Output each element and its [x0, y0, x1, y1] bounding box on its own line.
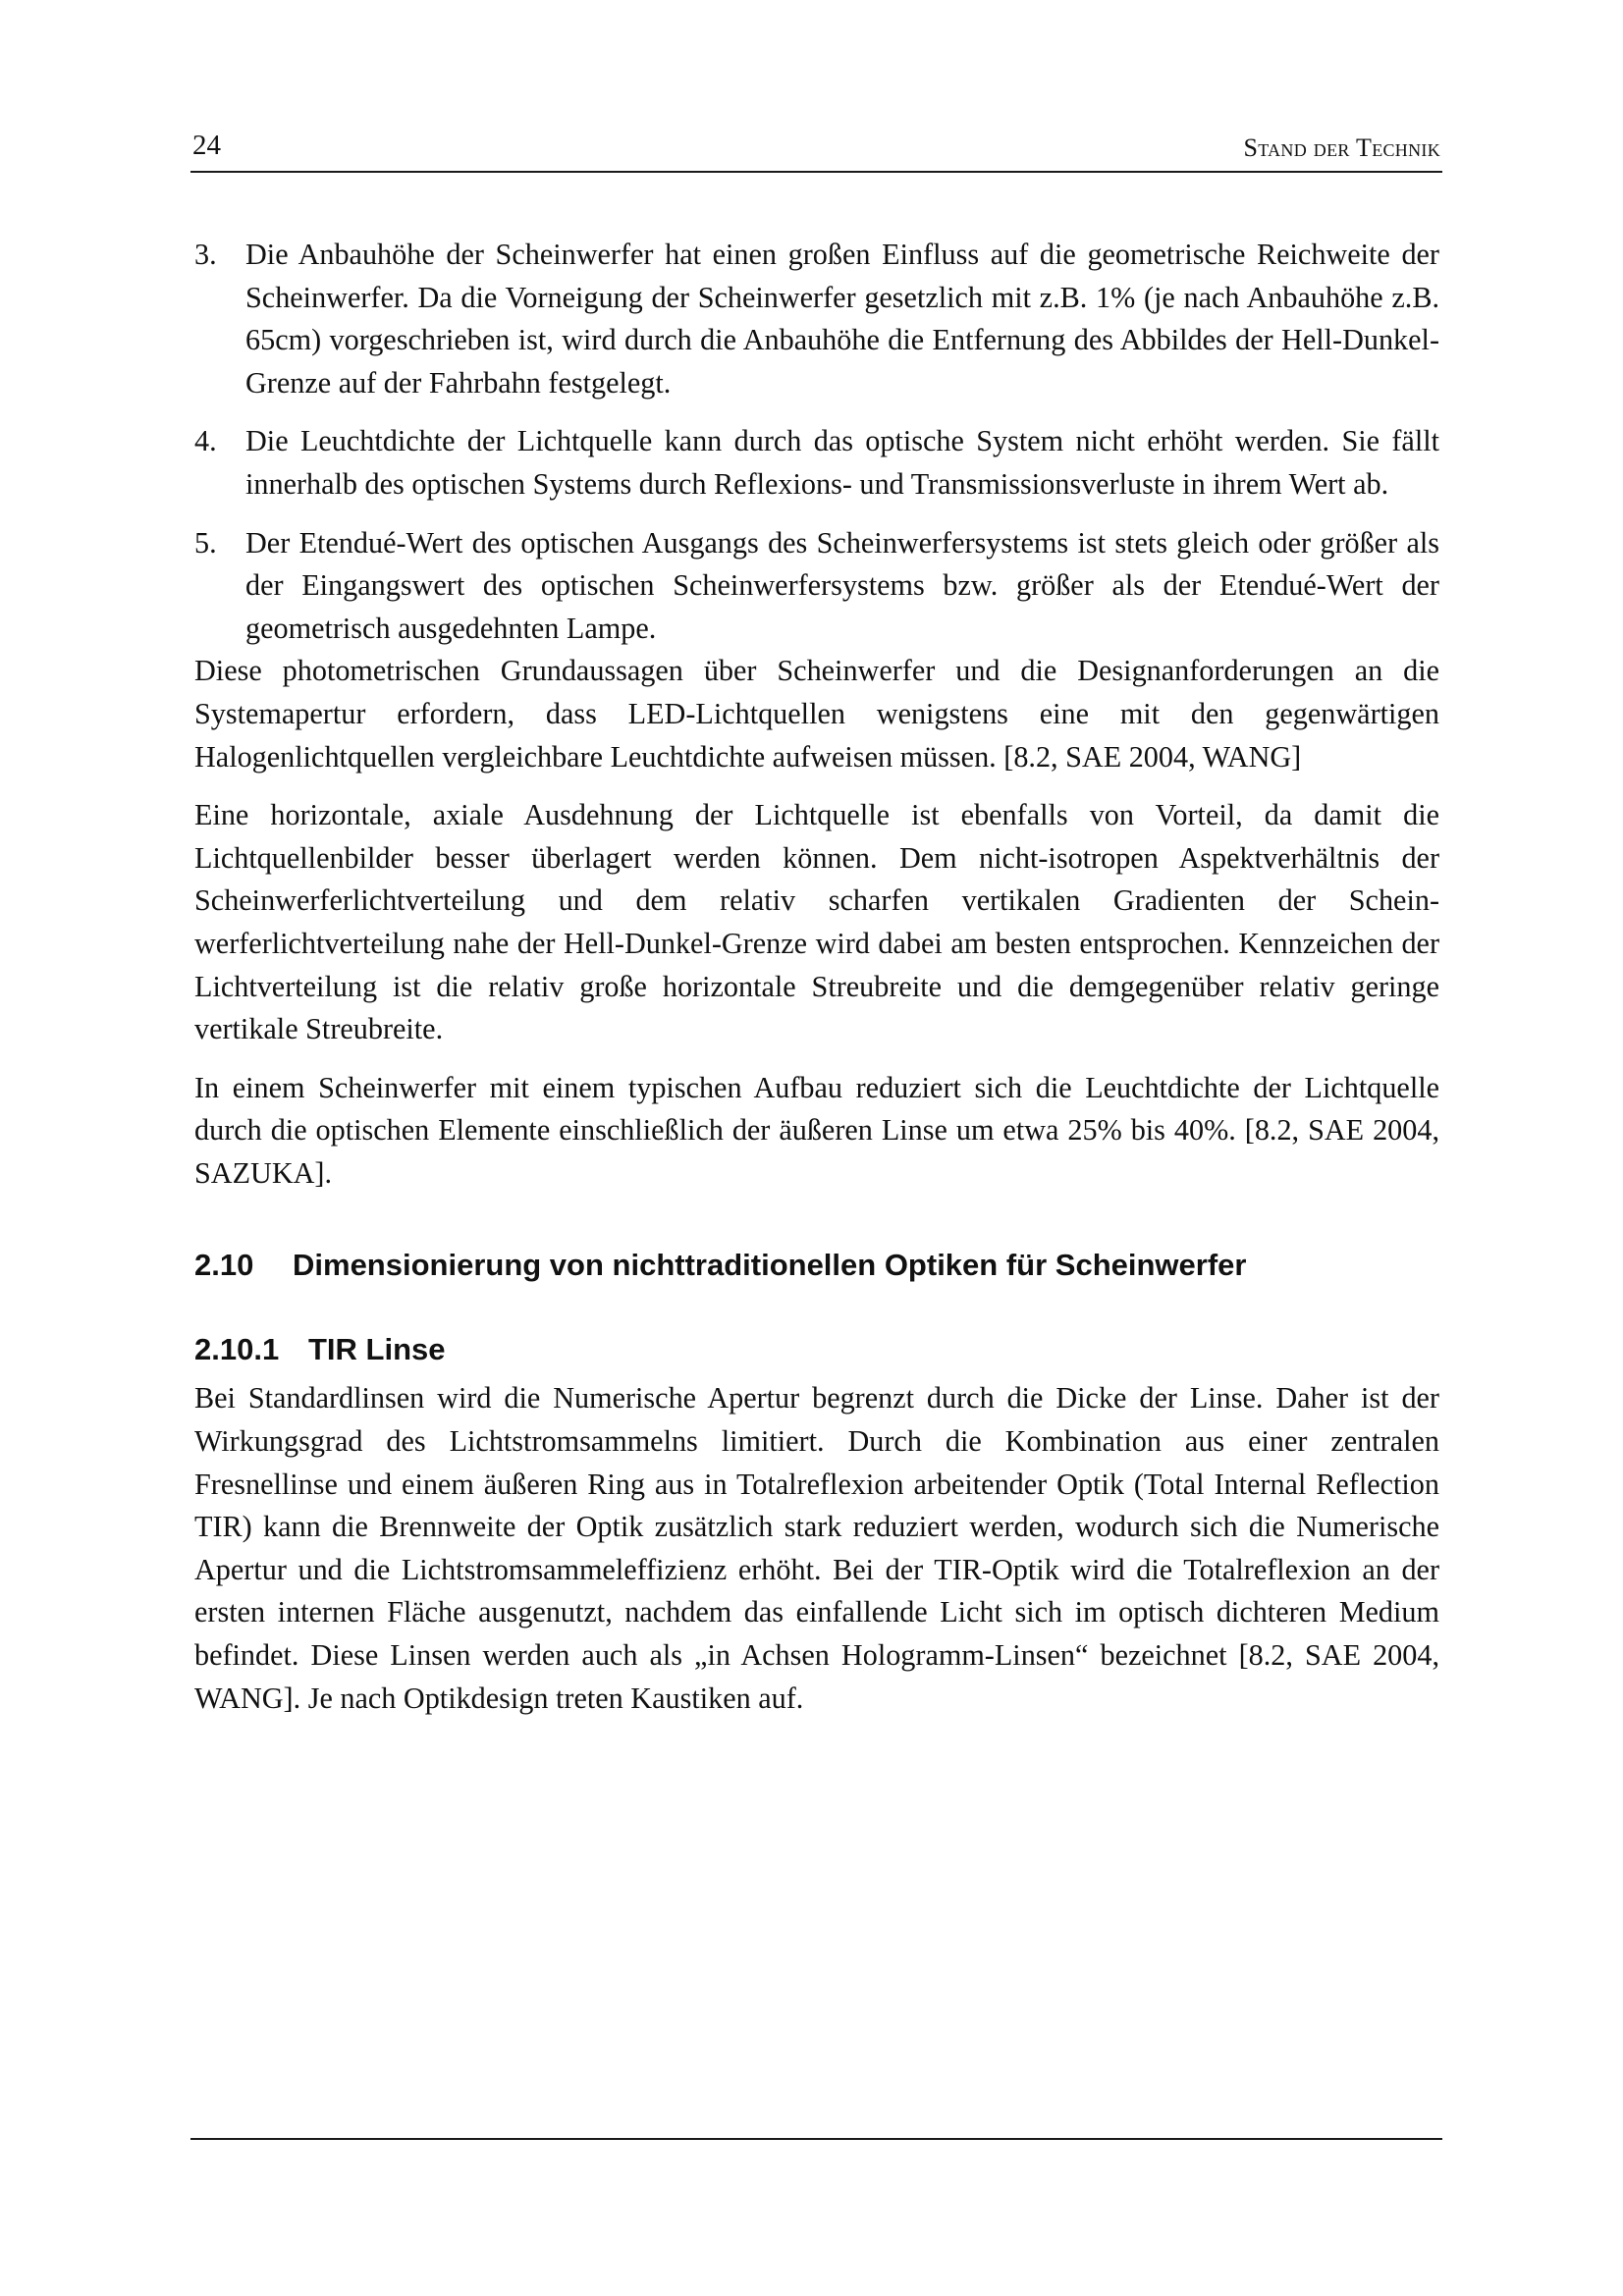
section-number: 2.10	[194, 1248, 254, 1283]
list-item-text: Die Anbauhöhe der Scheinwerfer hat einen großen Einfluss auf die geometrische Reichweite der Scheinwerfer. Da die Vorneigung der Scheinwerfer gesetzlich mit z.B. 1% (je nach Anbauhöhe z.B. 65cm) vorgeschrieben ist, wird durch die Anbauhöhe die Entfernung des Abbildes der Hell-Dunkel-Grenze auf der Fahrbahn festgelegt.	[245, 238, 1439, 400]
subsection-heading	[194, 1330, 1439, 1369]
list-item-number: 4.	[194, 424, 217, 458]
list-item	[194, 522, 1439, 651]
page-header	[190, 128, 1442, 173]
body-content	[194, 234, 1439, 1735]
body-paragraph: Diese photometrischen Grundaussagen über Scheinwerfer und die Designanforderungen an die Systemapertur erfordern, dass LED-Lichtquellen wenigstens eine mit den gegenwärtigen Halogenlichtquellen vergleichbare Leuchtdichte aufweisen müssen. [8.2, SAE 2004, WANG]	[194, 654, 1439, 774]
section-title: Dimensionierung von nichttraditionellen Optiken für Scheinwerfer	[293, 1248, 1247, 1283]
numbered-list	[194, 234, 1439, 650]
footer-rule	[190, 2138, 1442, 2140]
list-item-text: Der Etendué-Wert des optischen Ausgangs des Scheinwerfersystems ist stets gleich oder größer als der Eingangswert des optischen Scheinwerfersystems bzw. größer als der Etendué-Wert der geometrisch ausgedehnten Lampe.	[245, 525, 1439, 645]
subsection-number: 2.10.1	[194, 1332, 280, 1367]
list-item	[194, 420, 1439, 506]
list-item	[194, 234, 1439, 404]
list-item-text: Die Leuchtdichte der Lichtquelle kann durch das optische System nicht erhöht werden. Sie fällt innerhalb des optischen Systems durch Reflexions- und Transmissionsverluste in ihrem Wert ab.	[245, 424, 1439, 501]
body-paragraph: Bei Standardlinsen wird die Numerische Apertur begrenzt durch die Dicke der Linse. Daher ist der Wirkungsgrad des Lichtstromsammelns limitiert. Durch die Kombination aus einer zentralen Fresnellinse und einem äußeren Ring aus in Totalreflexion arbeitender Optik (Total Internal Reflection TIR) kann die Brennweite der Optik zusätzlich stark reduziert werden, wodurch sich die Numerische Apertur und die Lichtstromsammeleffizienz erhöht. Bei der TIR-Optik wird die Totalreflexion an der ersten internen Fläche ausgenutzt, nachdem das einfallende Licht sich im optisch dichteren Medium befindet. Diese Linsen werden auch als „in Achsen Hologramm-Linsen“ bezeichnet [8.2, SAE 2004, WANG]. Je nach Optikdesign treten Kaustiken auf.	[194, 1381, 1439, 1715]
body-paragraph: Eine horizontale, axiale Ausdehnung der Lichtquelle ist ebenfalls von Vorteil, da damit die Lichtquellenbilder besser überlagert werden können. Dem nicht-isotropen Aspektverhältnis der Scheinwerferlichtverteilung und dem relativ scharfen vertikalen Gradienten der Scheinwerferlichtverteilung nahe der Hell-Dunkel-Grenze wird dabei am besten entsprochen. Kennzeichen der Lichtverteilung ist die relativ große horizontale Streubreite und die demgegenüber relativ geringe vertikale Streubreite.	[194, 798, 1439, 1046]
list-item-number: 5.	[194, 525, 217, 560]
running-head: Stand der Technik	[1243, 133, 1440, 162]
section-heading	[194, 1246, 1439, 1285]
page-number: 24	[192, 130, 221, 161]
subsection-title: TIR Linse	[308, 1332, 446, 1367]
body-paragraph: In einem Scheinwerfer mit einem typischen Aufbau reduziert sich die Leuchtdichte der Lichtquelle durch die optischen Elemente einschließlich der äußeren Linse um etwa 25% bis 40%. [8.2, SAE 2004, SAZUKA].	[194, 1070, 1439, 1190]
list-item-number: 3.	[194, 238, 217, 271]
